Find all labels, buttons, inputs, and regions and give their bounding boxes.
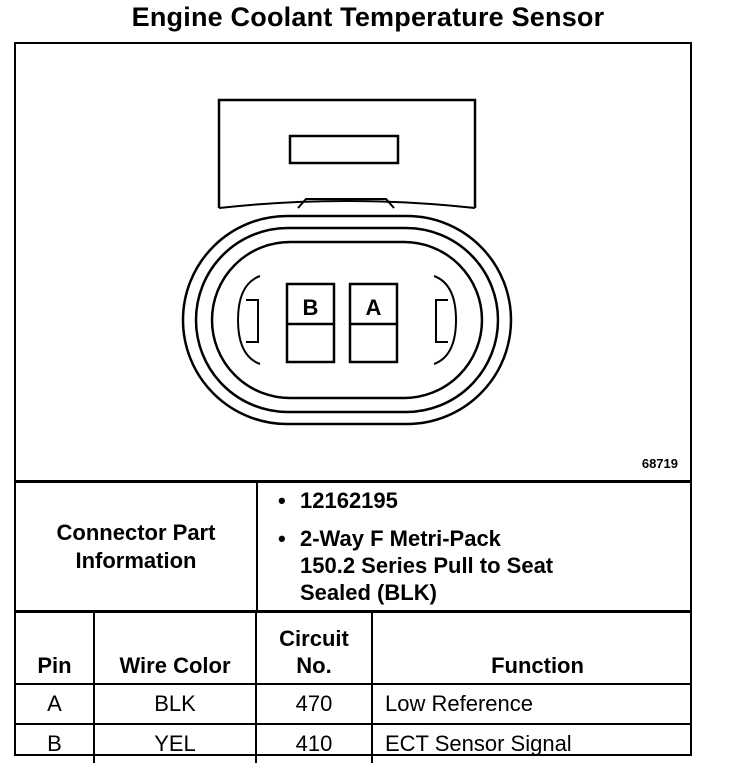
header-circuit-line1: Circuit	[279, 626, 349, 651]
connector-info-section	[16, 483, 690, 613]
header-circuit	[256, 613, 372, 684]
table-row	[16, 724, 690, 763]
part-number: 12162195	[300, 488, 398, 513]
cell-circuit: 410	[256, 724, 372, 763]
diagram-frame	[14, 42, 692, 756]
bullet-icon: •	[278, 526, 286, 551]
header-pin: Pin	[16, 613, 94, 684]
connector-illustration	[16, 44, 690, 483]
cell-function: Low Reference	[372, 684, 690, 724]
description-line2: 150.2 Series Pull to Seat	[300, 553, 554, 578]
cell-wire-color: BLK	[94, 684, 256, 724]
table-row	[16, 684, 690, 724]
header-wire-color: Wire Color	[94, 613, 256, 684]
table-header-row	[16, 613, 690, 684]
part-number-item	[278, 487, 398, 514]
description-line1: 2-Way F Metri-Pack	[300, 526, 501, 551]
connector-info-label	[16, 483, 258, 610]
connector-drawing	[16, 44, 690, 480]
pinout-table	[16, 613, 690, 763]
connector-info-label-line2: Information	[75, 547, 197, 573]
cell-pin: B	[16, 724, 94, 763]
description-line3: Sealed (BLK)	[300, 580, 437, 605]
pin-label-b: B	[302, 295, 319, 320]
diagram-title: Engine Coolant Temperature Sensor	[131, 2, 605, 32]
latch-slot	[290, 136, 398, 163]
pin-label-a: A	[365, 295, 382, 320]
cell-wire-color: YEL	[94, 724, 256, 763]
connector-info-details	[258, 483, 690, 610]
figure-number: 68719	[641, 456, 678, 471]
bullet-icon: •	[278, 488, 286, 513]
description-item	[278, 525, 554, 606]
cell-pin: A	[16, 684, 94, 724]
cell-circuit: 470	[256, 684, 372, 724]
header-function: Function	[372, 613, 690, 684]
cell-function: ECT Sensor Signal	[372, 724, 690, 763]
header-circuit-line2: No.	[296, 653, 332, 678]
connector-info-label-line1: Connector Part	[56, 519, 216, 545]
